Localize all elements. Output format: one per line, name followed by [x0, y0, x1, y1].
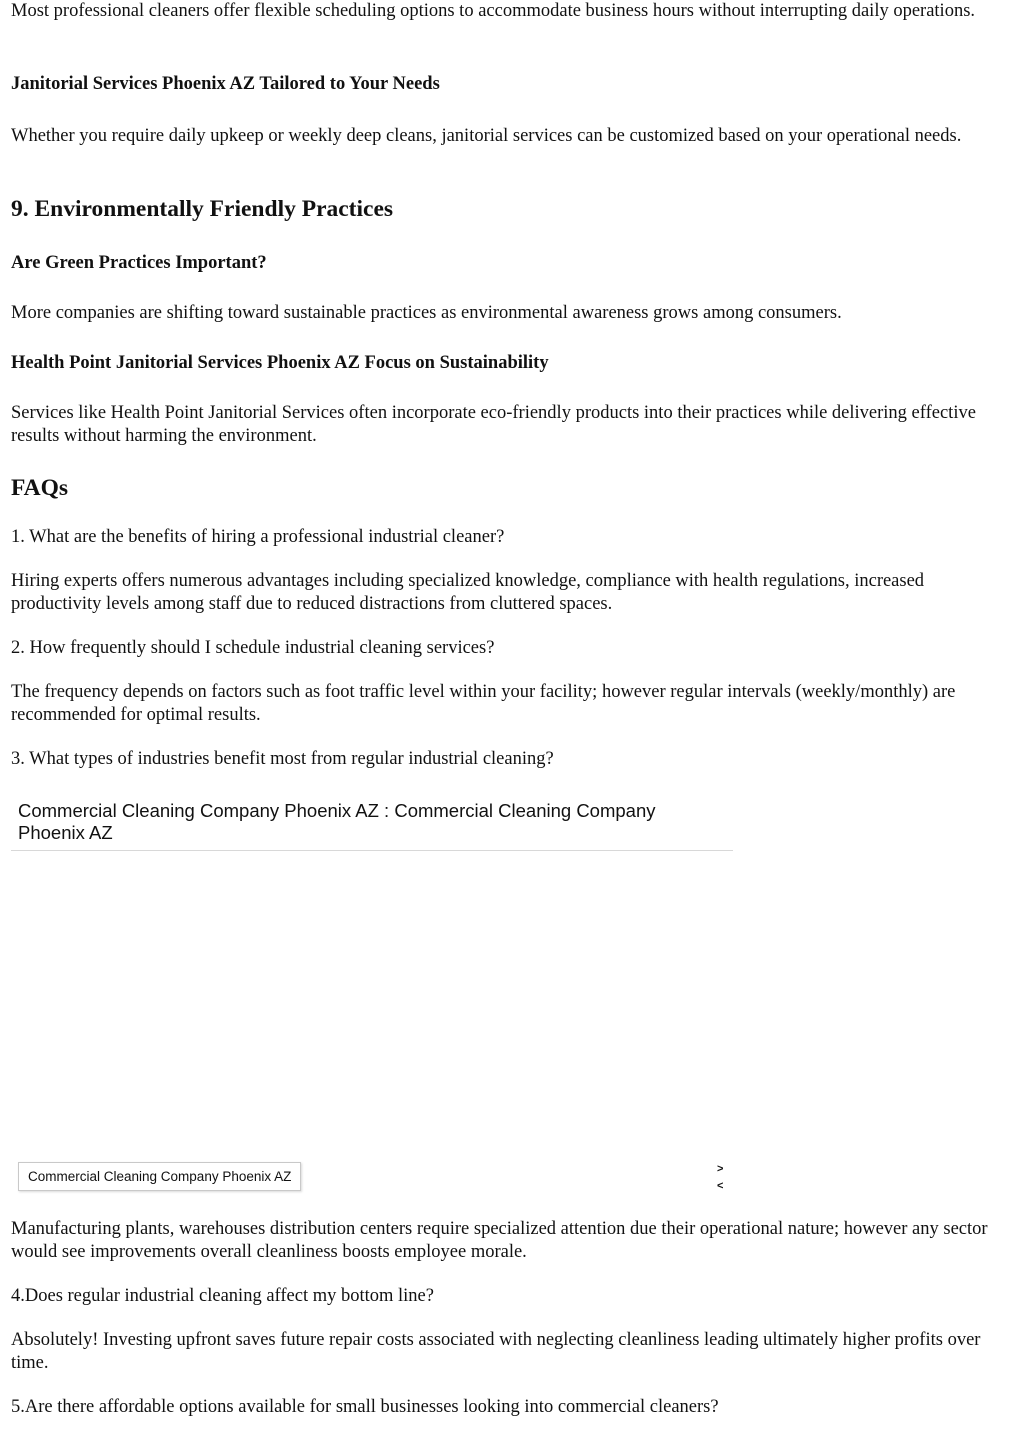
embed-slide-tab[interactable]: Commercial Cleaning Company Phoenix AZ [18, 1162, 301, 1191]
janitorial-paragraph: Whether you require daily upkeep or weekly deep cleans, janitorial services can be customized based on your operational needs. [11, 126, 962, 146]
next-arrow-icon[interactable]: > [717, 1163, 724, 1175]
faqs-heading: FAQs [11, 475, 69, 501]
faq-question-1: 1. What are the benefits of hiring a professional industrial cleaner? [11, 527, 505, 547]
intro-paragraph: Most professional cleaners offer flexible scheduling options to accommodate business hours without interrupting daily operations. [11, 1, 976, 21]
embed-divider [11, 850, 733, 851]
green-practices-heading: Are Green Practices Important? [11, 253, 267, 273]
embedded-presentation [11, 796, 733, 1196]
faq-answer-3: Manufacturing plants, warehouses distribution centers require specialized attention due their operational nature; however any sector would see improvements overall cleanliness boosts employee morale. [11, 1219, 988, 1262]
section-9-heading: 9. Environmentally Friendly Practices [11, 196, 394, 222]
faq-question-5: 5.Are there affordable options available for small businesses looking into commercial cleaners? [11, 1397, 719, 1417]
faq-answer-4: Absolutely! Investing upfront saves future repair costs associated with neglecting cleanliness leading ultimately higher profits over time. [11, 1330, 981, 1373]
faq-answer-2: The frequency depends on factors such as foot traffic level within your facility; however regular intervals (weekly/monthly) are recommended for optimal results. [11, 682, 956, 725]
healthpoint-heading: Health Point Janitorial Services Phoenix AZ Focus on Sustainability [11, 353, 549, 373]
faq-answer-1: Hiring experts offers numerous advantages including specialized knowledge, compliance with health regulations, increased productivity levels among staff due to reduced distractions from cluttered spaces. [11, 571, 925, 614]
green-practices-paragraph: More companies are shifting toward sustainable practices as environmental awareness grows among consumers. [11, 303, 842, 323]
faq-question-4: 4.Does regular industrial cleaning affect my bottom line? [11, 1286, 434, 1306]
faq-question-3: 3. What types of industries benefit most from regular industrial cleaning? [11, 749, 554, 769]
janitorial-heading: Janitorial Services Phoenix AZ Tailored to Your Needs [11, 74, 440, 94]
prev-arrow-icon[interactable]: < [717, 1180, 724, 1192]
healthpoint-paragraph: Services like Health Point Janitorial Services often incorporate eco-friendly products into their practices while delivering effective results without harming the environment. [11, 403, 976, 446]
faq-question-2: 2. How frequently should I schedule industrial cleaning services? [11, 638, 495, 658]
embed-title-link[interactable]: Commercial Cleaning Company Phoenix AZ : Commercial Cleaning Company Phoenix AZ [18, 800, 656, 843]
